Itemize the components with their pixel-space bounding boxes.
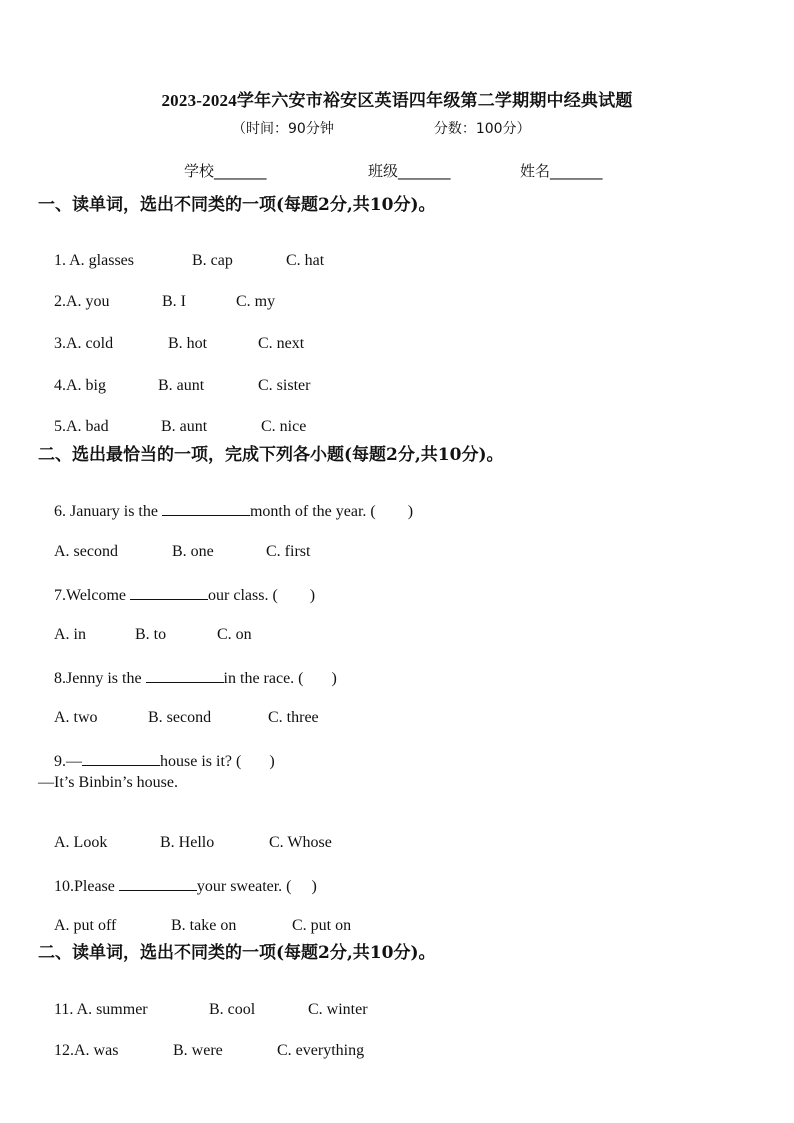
q3-option-b: B. hot (168, 335, 208, 352)
q12-option-b: B. were (173, 1042, 223, 1059)
question-9-dialogue: —It’s Binbin’s house. (38, 774, 179, 791)
q7-stem-end: our class. ( ) (208, 587, 316, 604)
q8-stem-end: in the race. ( ) (223, 670, 337, 687)
q3-option-a: 3.A. cold (54, 335, 114, 352)
q4-option-c: C. sister (258, 377, 311, 394)
q11-option-a: 11. A. summer (54, 1001, 148, 1018)
q11-option-c: C. winter (308, 1001, 368, 1018)
section-heading-1: 一、读单词，选出不同类的一项(每题2分,共10分)。 (38, 195, 436, 215)
q10-option-c: C. put on (292, 917, 352, 934)
q9-stem-end: house is it? ( ) (160, 753, 275, 770)
q6-stem-end: month of the year. ( ) (249, 503, 414, 520)
total-score: 分数：100分） (433, 121, 531, 137)
q2-option-b: B. I (162, 293, 186, 310)
q1-option-a: 1. A. glasses (54, 252, 134, 269)
q12-option-a: 12.A. was (54, 1042, 119, 1059)
q9-option-c: C. Whose (269, 834, 332, 851)
q10-blank (119, 876, 197, 891)
q7-blank (130, 585, 208, 600)
q10-option-b: B. take on (171, 917, 237, 934)
q10-option-a: A. put off (54, 917, 117, 934)
q6-stem-start: 6. January is the (54, 503, 162, 520)
q6-option-c: C. first (266, 543, 311, 560)
page-title: 2023-2024学年六安市裕安区英语四年级第二学期期中经典试题 (161, 91, 633, 110)
q7-option-c: C. on (217, 626, 252, 643)
q5-option-c: C. nice (261, 418, 307, 435)
q7-stem-start: 7.Welcome (54, 587, 131, 604)
q5-option-b: B. aunt (161, 418, 208, 435)
q3-option-c: C. next (258, 335, 305, 352)
name-field: 姓名_______ (520, 162, 603, 180)
time-limit: （时间：90分钟 (232, 121, 334, 137)
q10-stem-start: 10.Please (54, 878, 119, 895)
q9-option-a: A. Look (54, 834, 108, 851)
exam-meta (232, 118, 531, 138)
q9-stem-start: 9.— (54, 753, 82, 770)
q6-option-a: A. second (54, 543, 118, 560)
section-heading-3: 二、读单词，选出不同类的一项(每题2分,共10分)。 (38, 943, 436, 963)
section-heading-2: 二、选出最恰当的一项，完成下列各小题(每题2分,共10分)。 (38, 445, 504, 465)
class-field: 班级_______ (368, 162, 451, 180)
q5-option-a: 5.A. bad (54, 418, 109, 435)
school-field: 学校_______ (184, 162, 267, 180)
q8-blank (146, 668, 224, 683)
q2-option-a: 2.A. you (54, 293, 110, 310)
q2-option-c: C. my (236, 293, 276, 310)
question-12 (38, 1024, 364, 1078)
q1-option-c: C. hat (286, 252, 325, 269)
q9-blank (82, 751, 160, 766)
q8-option-b: B. second (148, 709, 212, 726)
q8-stem-start: 8.Jenny is the (54, 670, 146, 687)
q6-blank (162, 501, 250, 516)
q4-option-b: B. aunt (158, 377, 205, 394)
q9-option-b: B. Hello (160, 834, 215, 851)
q4-option-a: 4.A. big (54, 377, 106, 394)
q7-option-a: A. in (54, 626, 86, 643)
q11-option-b: B. cool (209, 1001, 256, 1018)
q12-option-c: C. everything (277, 1042, 365, 1059)
q1-option-b: B. cap (192, 252, 233, 269)
q7-option-b: B. to (135, 626, 167, 643)
q6-option-b: B. one (172, 543, 214, 560)
q8-option-a: A. two (54, 709, 98, 726)
q8-option-c: C. three (268, 709, 319, 726)
q10-stem-end: your sweater. ( ) (196, 878, 317, 895)
